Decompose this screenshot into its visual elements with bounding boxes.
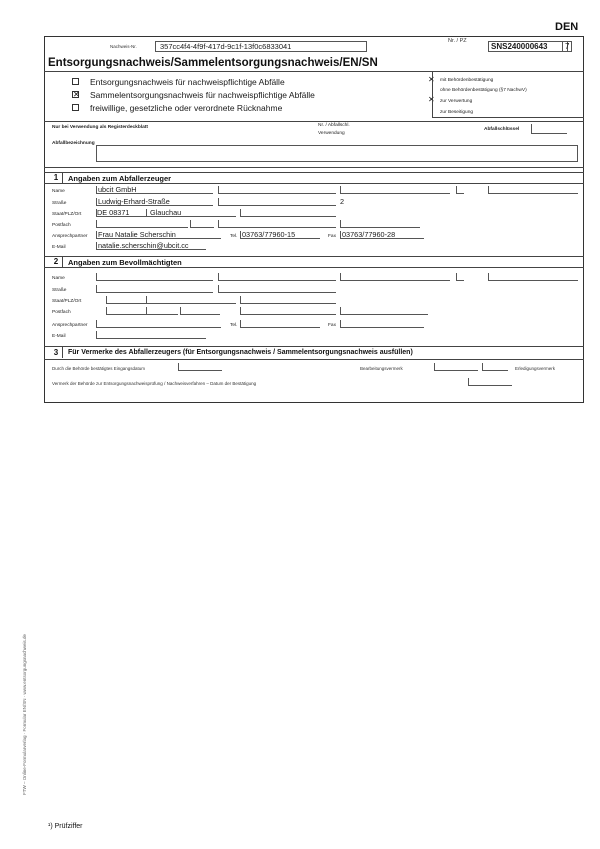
s2-name-field-2[interactable] xyxy=(218,273,336,281)
type-ruecknahme-checkbox[interactable] xyxy=(72,104,79,111)
s2-ort-field[interactable] xyxy=(146,296,236,304)
section3-number: 3 xyxy=(50,347,63,358)
pruefziffer-value: 7 xyxy=(565,42,570,51)
option-verwertung-label: zur Verwertung xyxy=(440,99,473,104)
type-en-checkbox[interactable] xyxy=(72,78,79,85)
abfallschl-field[interactable] xyxy=(531,124,567,134)
s1-postfach-label: Postfach xyxy=(52,223,71,228)
section2-number: 2 xyxy=(50,256,63,267)
option-ohne-checkbox[interactable] xyxy=(428,87,434,93)
s2-strasse-field[interactable] xyxy=(96,285,213,293)
type-ruecknahme-label: freiwillige, gesetzliche oder verordnete Rücknahme xyxy=(90,103,283,113)
s1-postfach-field-2[interactable] xyxy=(190,220,214,228)
s2-strasse-field-2[interactable] xyxy=(218,285,336,293)
s1-name-field-3[interactable] xyxy=(340,186,450,194)
s3-field-3[interactable] xyxy=(482,363,508,371)
s2-postfach-field-5[interactable] xyxy=(340,307,428,315)
s2-tel-field[interactable] xyxy=(240,320,320,328)
s2-ort-label: Staat/PLZ/Ort xyxy=(52,299,82,304)
type-sn-label: Sammelentsorgungsnachweis für nachweispflichtige Abfälle xyxy=(90,90,315,100)
s2-strasse-label: Straße xyxy=(52,288,67,293)
s2-name-field[interactable] xyxy=(96,273,213,281)
abfallbez-label: Abfallbezeichnung xyxy=(52,141,95,146)
s1-email-label: E-Mail xyxy=(52,245,66,250)
section3-title: Für Vermerke des Abfallerzeugers (für Entsorgungsnachweis / Sammelentsorgungsnachweis ausfüllen) xyxy=(68,349,413,356)
divider xyxy=(432,117,584,118)
divider xyxy=(44,71,584,72)
s1-fax-label: Fax xyxy=(328,234,336,239)
s1-ort-value: Glauchau xyxy=(150,208,182,217)
type-sn-checkbox[interactable]: ✕ xyxy=(73,90,80,99)
s1-name-field-2[interactable] xyxy=(218,186,336,194)
s1-ansprech-label: Ansprechpartner xyxy=(52,234,88,239)
s2-postfach-field-2[interactable] xyxy=(146,307,178,315)
s3-field-2[interactable] xyxy=(434,363,478,371)
id-label: Nachweis-Nr. xyxy=(110,44,137,49)
s2-email-field[interactable] xyxy=(96,331,206,339)
nachweis-id-value: 357cc4f4-4f9f-417d-9c1f-13f0c6833041 xyxy=(160,42,292,51)
s2-email-label: E-Mail xyxy=(52,334,66,339)
option-ohne-label: ohne Behördenbestätigung (§7 NachwV) xyxy=(440,88,527,93)
s2-plz-field[interactable] xyxy=(106,296,146,304)
s3-field-1[interactable] xyxy=(178,363,222,371)
s2-name-field-4[interactable] xyxy=(456,273,464,281)
s2-fax-field[interactable] xyxy=(340,320,424,328)
option-beseitigung-label: zur Beseitigung xyxy=(440,110,474,115)
s2-ort-field-2[interactable] xyxy=(240,296,336,304)
s2-tel-label: Tel. xyxy=(230,323,238,328)
s3-field-4[interactable] xyxy=(468,378,512,386)
abfallschl-label: Abfallschlüssel xyxy=(484,127,520,132)
s1-strasse-field-2[interactable] xyxy=(218,198,336,206)
abfallbez-field[interactable] xyxy=(96,145,578,162)
s1-hausnr-value: 2 xyxy=(340,197,345,206)
type-en-label: Entsorgungsnachweis für nachweispflichtige Abfälle xyxy=(90,77,285,87)
section1-title: Angaben zum Abfallerzeuger xyxy=(68,174,172,183)
s2-postfach-field-4[interactable] xyxy=(240,307,336,315)
s2-name-label: Name xyxy=(52,276,65,281)
option-beseitigung-checkbox[interactable] xyxy=(428,108,434,114)
section2-title: Angaben zum Bevollmächtigten xyxy=(68,258,182,267)
den-label: DEN xyxy=(555,21,579,33)
s1-postfach-field-4[interactable] xyxy=(340,220,420,228)
s1-strasse-value: Ludwig-Erhard-Straße xyxy=(98,197,170,206)
divider xyxy=(44,172,584,173)
s1-ort-field-2[interactable] xyxy=(240,209,336,217)
s2-postfach-field-3[interactable] xyxy=(180,307,220,315)
divider xyxy=(432,71,433,117)
option-behoerde-checkbox[interactable]: ✕ xyxy=(428,75,435,84)
divider xyxy=(44,183,584,184)
form-title: Entsorgungsnachweis/Sammelentsorgungsnachweis/EN/SN xyxy=(48,57,378,69)
s2-name-field-5[interactable] xyxy=(488,273,578,281)
s3-label-2: Bearbeitungsvermerk xyxy=(360,366,403,371)
option-behoerde-label: mit Behördenbestätigung xyxy=(440,78,494,83)
side-print-note: FTW – Online-Formularverlag · Formular EN/SN · www.entsorgungsnachweis.de xyxy=(22,633,27,795)
s1-strasse-label: Straße xyxy=(52,201,67,206)
divider xyxy=(44,359,584,360)
meta-label: Nur bei Verwendung als Registerdeckblatt xyxy=(52,125,148,130)
s3-label-1: Durch die Behörde bestätigtes Eingangsdatum xyxy=(52,366,146,371)
nr-label: Nr. / PZ xyxy=(448,38,467,44)
s1-plz-value: DE 08371 xyxy=(97,208,130,217)
nachweis-nr-value: SNS240000643 xyxy=(491,42,548,51)
s2-postfach-field[interactable] xyxy=(106,307,146,315)
divider xyxy=(44,167,584,168)
s1-name-field-4[interactable] xyxy=(456,186,464,194)
divider xyxy=(44,267,584,268)
s1-postfach-field-3[interactable] xyxy=(218,220,336,228)
s2-ansprech-field[interactable] xyxy=(96,320,221,328)
option-verwertung-checkbox[interactable]: ✕ xyxy=(428,95,435,104)
divider xyxy=(44,256,584,257)
divider xyxy=(44,121,584,122)
s2-name-field-3[interactable] xyxy=(340,273,450,281)
s1-postfach-field[interactable] xyxy=(96,220,188,228)
s1-tel-label: Tel. xyxy=(230,234,238,239)
meta-label-2: Nr. / Abfallschl. xyxy=(318,123,350,128)
meta-label-3: Verwendung xyxy=(318,131,345,136)
s2-fax-label: Fax xyxy=(328,323,336,328)
s1-ansprech-value: Frau Natalie Scherschin xyxy=(98,230,176,239)
s1-email-value: natalie.scherschin@ubcit.cc xyxy=(98,241,189,250)
s3-label-4: Vermerk der Behörde zur Entsorgungsnachweisprüfung / Nachweisverfahren – Datum der Bestätigung xyxy=(52,381,257,386)
s3-label-3: Erledigungsvermerk xyxy=(515,366,556,371)
s1-name-label: Name xyxy=(52,189,65,194)
s1-ort-label: Staat/PLZ/Ort xyxy=(52,212,82,217)
s1-name-value: ubcit GmbH xyxy=(98,185,137,194)
s2-ansprech-label: Ansprechpartner xyxy=(52,323,88,328)
s1-tel-value: 03763/77960-15 xyxy=(242,230,296,239)
divider xyxy=(44,346,584,347)
section1-number: 1 xyxy=(50,172,63,183)
s1-name-field-5[interactable] xyxy=(488,186,578,194)
s2-postfach-label: Postfach xyxy=(52,310,71,315)
s1-fax-value: 03763/77960-28 xyxy=(342,230,396,239)
footer-pruefziffer: ¹) Prüfziffer xyxy=(48,823,83,830)
